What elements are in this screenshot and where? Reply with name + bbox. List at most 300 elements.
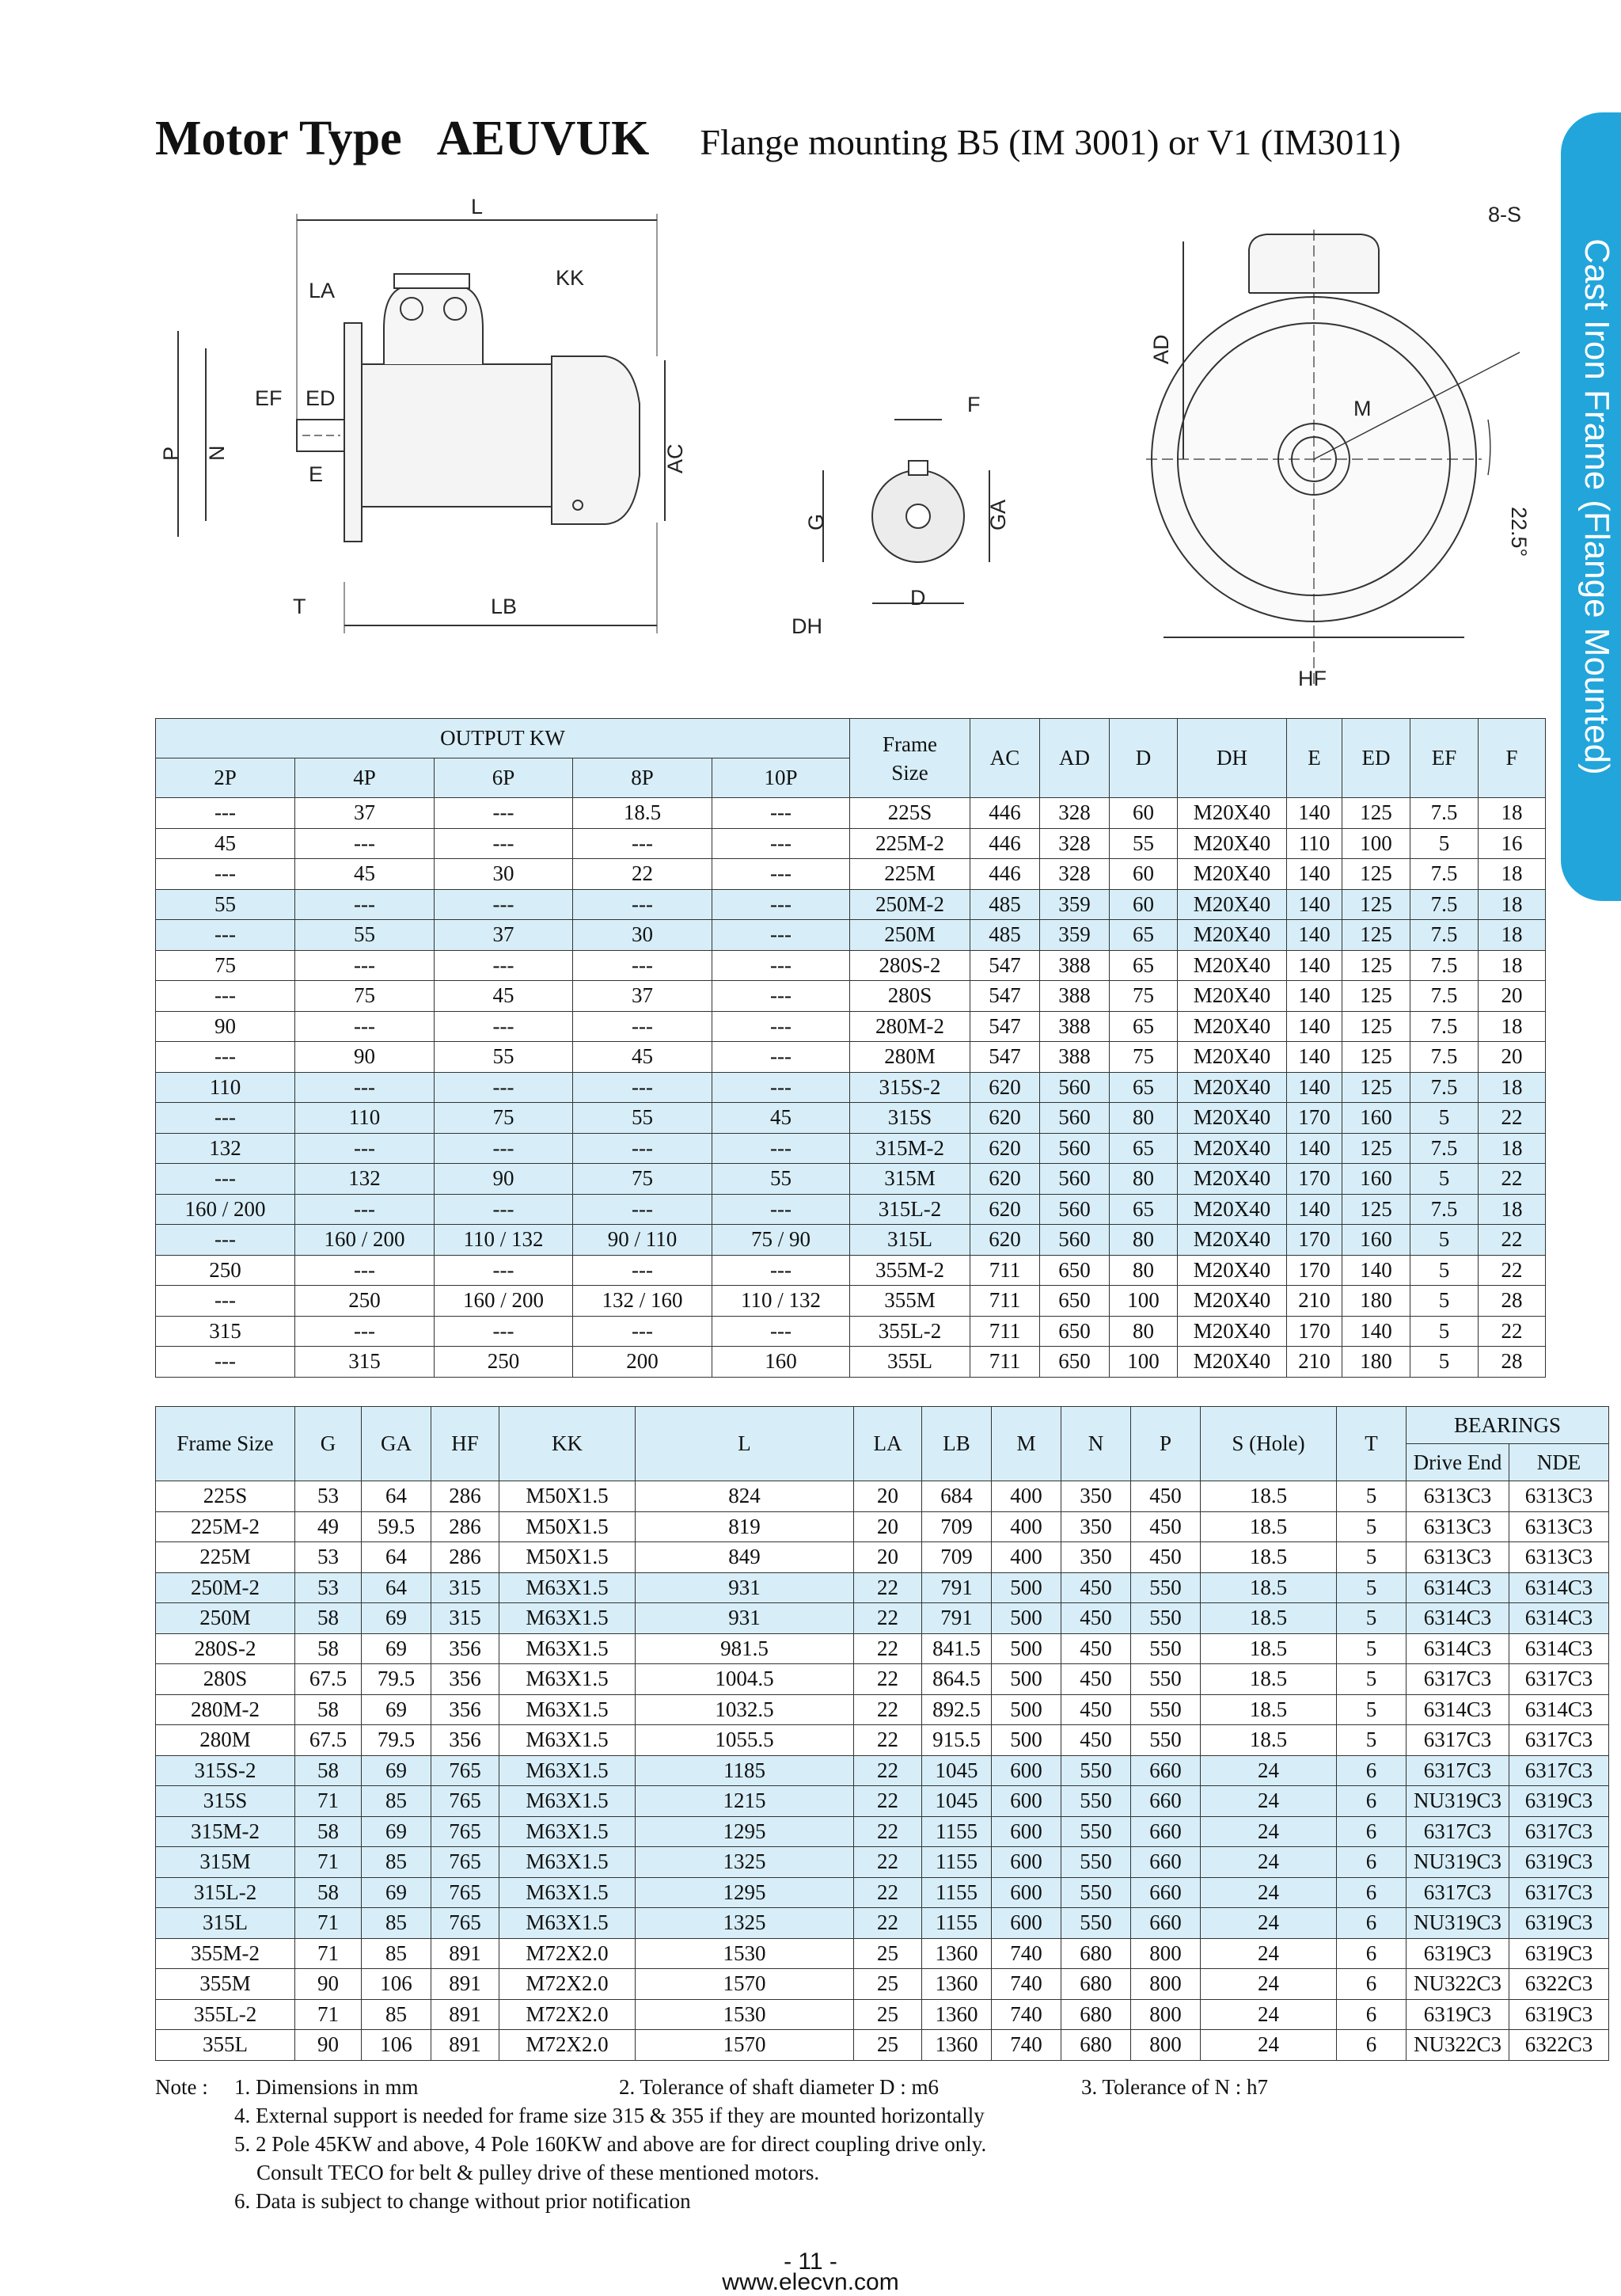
table-cell: 849 <box>636 1542 854 1573</box>
table-cell: 981.5 <box>636 1633 854 1664</box>
table-cell: 24 <box>1201 1908 1337 1939</box>
note-5-continued: Consult TECO for belt & pulley drive of these mentioned motors. <box>256 2161 820 2184</box>
table-cell: 1325 <box>636 1847 854 1878</box>
col-header-2p: 2P <box>156 758 295 798</box>
table-cell: M20X40 <box>1178 828 1287 859</box>
table-cell: M20X40 <box>1178 1286 1287 1317</box>
table-cell: 500 <box>992 1694 1061 1725</box>
table-cell: 45 <box>295 859 435 890</box>
col-header-ef: EF <box>1410 719 1479 798</box>
note-4: 4. External support is needed for frame size 315 & 355 if they are mounted horizontally <box>234 2104 985 2127</box>
table-cell: 1045 <box>922 1786 992 1817</box>
output-table-row <box>156 1011 1546 1042</box>
table-cell: --- <box>712 1133 850 1164</box>
table-cell: 250M-2 <box>156 1572 295 1603</box>
table-cell: 450 <box>1061 1664 1131 1695</box>
table-cell: 90 <box>295 1969 362 2000</box>
table-cell: 600 <box>992 1816 1061 1847</box>
table-cell: 388 <box>1040 1011 1110 1042</box>
table-cell: 709 <box>922 1511 992 1542</box>
table-cell: 7.5 <box>1410 1133 1479 1164</box>
table-cell: --- <box>573 1316 712 1347</box>
table-cell: 22 <box>1479 1255 1546 1286</box>
table-cell: 315 <box>156 1316 295 1347</box>
website-url: www.elecvn.com <box>722 2269 899 2295</box>
dimension-label: G <box>804 513 828 530</box>
dimension-label: E <box>309 462 324 486</box>
table-cell: 65 <box>1110 1011 1178 1042</box>
table-cell: 30 <box>435 859 573 890</box>
mounting-table-row <box>156 1847 1609 1878</box>
table-cell: 446 <box>970 859 1040 890</box>
table-cell: 1215 <box>636 1786 854 1817</box>
table-cell: --- <box>156 1042 295 1073</box>
table-cell: 6317C3 <box>1509 1664 1609 1695</box>
table-cell: 80 <box>1110 1316 1178 1347</box>
table-cell: 210 <box>1287 1286 1342 1317</box>
table-cell: 7.5 <box>1410 798 1479 829</box>
table-cell: M50X1.5 <box>499 1542 636 1573</box>
note-3: 3. Tolerance of N : h7 <box>1081 2075 1269 2099</box>
table-cell: 69 <box>362 1694 431 1725</box>
table-cell: 6317C3 <box>1407 1877 1509 1908</box>
table-cell: 600 <box>992 1755 1061 1786</box>
table-cell: 450 <box>1061 1633 1131 1664</box>
table-cell: 680 <box>1061 2030 1131 2061</box>
table-cell: 22 <box>854 1877 922 1908</box>
table-cell: 6 <box>1337 1755 1407 1786</box>
table-cell: 350 <box>1061 1511 1131 1542</box>
table-cell: M20X40 <box>1178 889 1287 920</box>
table-cell: --- <box>295 889 435 920</box>
table-cell: 250 <box>156 1255 295 1286</box>
table-cell: 650 <box>1040 1347 1110 1378</box>
output-table-row <box>156 981 1546 1012</box>
table-cell: 5 <box>1337 1572 1407 1603</box>
table-cell: M20X40 <box>1178 1255 1287 1286</box>
table-cell: 650 <box>1040 1255 1110 1286</box>
table-cell: 69 <box>362 1877 431 1908</box>
output-table-row <box>156 859 1546 890</box>
table-cell: 315L <box>850 1225 970 1256</box>
table-cell: 45 <box>573 1042 712 1073</box>
mounting-table-row <box>156 2030 1609 2061</box>
table-cell: 550 <box>1131 1603 1201 1634</box>
table-cell: 65 <box>1110 1133 1178 1164</box>
table-cell: 22 <box>854 1816 922 1847</box>
table-cell: 450 <box>1061 1694 1131 1725</box>
table-cell: 765 <box>431 1847 499 1878</box>
table-cell: 6 <box>1337 1786 1407 1817</box>
table-cell: 22 <box>1479 1164 1546 1195</box>
table-cell: 6 <box>1337 1938 1407 1969</box>
output-table-row <box>156 920 1546 951</box>
page-number: - 11 - <box>784 2248 837 2275</box>
table-cell: 650 <box>1040 1286 1110 1317</box>
dimension-label: EF <box>255 386 283 410</box>
table-cell: 18.5 <box>1201 1572 1337 1603</box>
table-cell: 22 <box>854 1633 922 1664</box>
table-cell: --- <box>435 1133 573 1164</box>
dimension-label: 22.5° <box>1507 507 1531 557</box>
note-1: 1. Dimensions in mm <box>234 2075 419 2099</box>
table-cell: 6313C3 <box>1407 1542 1509 1573</box>
col-header-ga: GA <box>362 1407 431 1481</box>
table-cell: 37 <box>435 920 573 951</box>
dimension-label: HF <box>1298 667 1327 690</box>
table-cell: --- <box>156 859 295 890</box>
table-cell: 450 <box>1061 1603 1131 1634</box>
col-header-ac: AC <box>970 719 1040 798</box>
table-cell: 600 <box>992 1908 1061 1939</box>
table-cell: 125 <box>1342 859 1410 890</box>
table-cell: 58 <box>295 1694 362 1725</box>
table-cell: 75 <box>1110 981 1178 1012</box>
table-cell: 711 <box>970 1286 1040 1317</box>
table-cell: 100 <box>1110 1347 1178 1378</box>
table-cell: 125 <box>1342 1194 1410 1225</box>
table-cell: 18 <box>1479 1194 1546 1225</box>
table-cell: 90 <box>295 2030 362 2061</box>
table-cell: 550 <box>1061 1755 1131 1786</box>
table-cell: 1155 <box>922 1908 992 1939</box>
table-cell: 18 <box>1479 1011 1546 1042</box>
table-cell: 547 <box>970 1011 1040 1042</box>
col-header-la: LA <box>854 1407 922 1481</box>
table-cell: 24 <box>1201 1999 1337 2030</box>
table-cell: --- <box>712 889 850 920</box>
table-cell: 740 <box>992 1999 1061 2030</box>
table-cell: 5 <box>1410 1347 1479 1378</box>
mounting-table-row <box>156 1969 1609 2000</box>
table-cell: 71 <box>295 1999 362 2030</box>
table-cell: 160 <box>1342 1103 1410 1134</box>
table-cell: 22 <box>1479 1103 1546 1134</box>
table-cell: 160 <box>1342 1225 1410 1256</box>
table-cell: 800 <box>1131 1999 1201 2030</box>
table-cell: 20 <box>854 1511 922 1542</box>
table-cell: 250 <box>295 1286 435 1317</box>
table-cell: 24 <box>1201 1755 1337 1786</box>
table-cell: 6317C3 <box>1509 1755 1609 1786</box>
table-cell: 125 <box>1342 1133 1410 1164</box>
mounting-table-row <box>156 1877 1609 1908</box>
table-cell: 55 <box>1110 828 1178 859</box>
table-cell: 6317C3 <box>1407 1755 1509 1786</box>
table-cell: 6322C3 <box>1509 1969 1609 2000</box>
table-cell: 6317C3 <box>1407 1725 1509 1756</box>
table-cell: 350 <box>1061 1542 1131 1573</box>
table-cell: 75 / 90 <box>712 1225 850 1256</box>
table-cell: 6314C3 <box>1509 1694 1609 1725</box>
table-cell: 65 <box>1110 950 1178 981</box>
table-cell: 600 <box>992 1786 1061 1817</box>
table-cell: 7.5 <box>1410 920 1479 951</box>
dimension-label: M <box>1353 397 1372 420</box>
table-cell: 125 <box>1342 920 1410 951</box>
table-cell: --- <box>295 1011 435 1042</box>
table-cell: 37 <box>573 981 712 1012</box>
table-cell: M20X40 <box>1178 1225 1287 1256</box>
table-cell: 6 <box>1337 1969 1407 2000</box>
table-cell: 620 <box>970 1133 1040 1164</box>
output-table-row <box>156 1347 1546 1378</box>
table-cell: 1530 <box>636 1999 854 2030</box>
table-cell: 110 <box>1287 828 1342 859</box>
table-cell: 140 <box>1342 1316 1410 1347</box>
col-header-s-hole: S (Hole) <box>1201 1407 1337 1481</box>
col-header-nde: NDE <box>1509 1444 1609 1481</box>
table-cell: 680 <box>1061 1969 1131 2000</box>
table-cell: 891 <box>431 1938 499 1969</box>
table-cell: 6313C3 <box>1509 1481 1609 1512</box>
table-cell: 6319C3 <box>1407 1938 1509 1969</box>
table-cell: M63X1.5 <box>499 1603 636 1634</box>
table-cell: 85 <box>362 1786 431 1817</box>
col-header-f: F <box>1479 719 1546 798</box>
table-cell: 547 <box>970 981 1040 1012</box>
table-cell: M50X1.5 <box>499 1511 636 1542</box>
table-cell: 1055.5 <box>636 1725 854 1756</box>
table-cell: 58 <box>295 1755 362 1786</box>
table-cell: 69 <box>362 1755 431 1786</box>
table-cell: 22 <box>854 1572 922 1603</box>
table-cell: 6314C3 <box>1509 1603 1609 1634</box>
table-cell: 6314C3 <box>1407 1633 1509 1664</box>
table-cell: 500 <box>992 1664 1061 1695</box>
table-cell: 6319C3 <box>1407 1999 1509 2030</box>
table-cell: 22 <box>854 1603 922 1634</box>
mounting-table-row <box>156 1725 1609 1756</box>
table-cell: 20 <box>1479 1042 1546 1073</box>
table-cell: 90 <box>435 1164 573 1195</box>
table-cell: M20X40 <box>1178 1316 1287 1347</box>
table-cell: 560 <box>1040 1194 1110 1225</box>
table-cell: 67.5 <box>295 1725 362 1756</box>
col-header-drive-end: Drive End <box>1407 1444 1509 1481</box>
table-cell: 110 / 132 <box>712 1286 850 1317</box>
table-cell: 550 <box>1061 1908 1131 1939</box>
table-cell: 286 <box>431 1481 499 1512</box>
table-cell: 6313C3 <box>1407 1511 1509 1542</box>
table-cell: 800 <box>1131 2030 1201 2061</box>
table-cell: 24 <box>1201 1969 1337 2000</box>
table-cell: 140 <box>1342 1255 1410 1286</box>
table-cell: 315M <box>156 1847 295 1878</box>
table-cell: 80 <box>1110 1225 1178 1256</box>
table-cell: 740 <box>992 1969 1061 2000</box>
table-cell: 359 <box>1040 920 1110 951</box>
table-cell: 359 <box>1040 889 1110 920</box>
table-cell: M20X40 <box>1178 1103 1287 1134</box>
table-cell: M20X40 <box>1178 920 1287 951</box>
table-cell: 90 <box>156 1011 295 1042</box>
table-cell: 22 <box>854 1786 922 1817</box>
table-cell: 6 <box>1337 1816 1407 1847</box>
table-cell: 5 <box>1410 1316 1479 1347</box>
table-cell: 7.5 <box>1410 889 1479 920</box>
table-cell: 355L <box>850 1347 970 1378</box>
table-cell: M20X40 <box>1178 1347 1287 1378</box>
table-cell: 45 <box>712 1103 850 1134</box>
table-cell: 560 <box>1040 1164 1110 1195</box>
table-cell: 160 / 200 <box>435 1286 573 1317</box>
table-cell: 6314C3 <box>1509 1633 1609 1664</box>
table-cell: 69 <box>362 1633 431 1664</box>
mounting-table-row <box>156 1664 1609 1695</box>
table-cell: 650 <box>1040 1316 1110 1347</box>
table-cell: 90 <box>295 1042 435 1073</box>
table-cell: 6 <box>1337 1908 1407 1939</box>
table-cell: --- <box>435 798 573 829</box>
output-table-row <box>156 1255 1546 1286</box>
table-cell: M20X40 <box>1178 1011 1287 1042</box>
mounting-table-row <box>156 1603 1609 1634</box>
output-table-row <box>156 1164 1546 1195</box>
table-cell: --- <box>156 1347 295 1378</box>
table-cell: 400 <box>992 1481 1061 1512</box>
table-cell: 18 <box>1479 1133 1546 1164</box>
table-cell: --- <box>156 1286 295 1317</box>
table-cell: 1360 <box>922 1938 992 1969</box>
table-cell: --- <box>712 1255 850 1286</box>
table-cell: 225M-2 <box>850 828 970 859</box>
table-cell: 64 <box>362 1572 431 1603</box>
col-header-hf: HF <box>431 1407 499 1481</box>
table-cell: --- <box>712 920 850 951</box>
table-cell: M72X2.0 <box>499 2030 636 2061</box>
table-cell: 22 <box>854 1694 922 1725</box>
dimension-label: T <box>293 595 306 618</box>
table-cell: 931 <box>636 1603 854 1634</box>
dimension-drawings <box>150 182 1559 705</box>
table-cell: --- <box>712 859 850 890</box>
table-cell: 85 <box>362 1847 431 1878</box>
mounting-bearing-table <box>155 1406 1609 2061</box>
table-cell: 18.5 <box>1201 1603 1337 1634</box>
table-cell: 22 <box>854 1908 922 1939</box>
output-dimension-table <box>155 718 1546 1378</box>
dimension-label: GA <box>986 499 1010 530</box>
table-cell: 6317C3 <box>1407 1816 1509 1847</box>
table-cell: 24 <box>1201 1938 1337 1969</box>
table-cell: 450 <box>1131 1542 1201 1573</box>
table-cell: 53 <box>295 1572 362 1603</box>
table-cell: 660 <box>1131 1755 1201 1786</box>
table-cell: 55 <box>435 1042 573 1073</box>
table-cell: 71 <box>295 1938 362 1969</box>
table-cell: --- <box>156 798 295 829</box>
table-cell: 28 <box>1479 1286 1546 1317</box>
table-cell: 7.5 <box>1410 1072 1479 1103</box>
table-cell: 400 <box>992 1542 1061 1573</box>
col-header-p: P <box>1131 1407 1201 1481</box>
table-cell: NU319C3 <box>1407 1847 1509 1878</box>
table-cell: 709 <box>922 1542 992 1573</box>
table-cell: 500 <box>992 1633 1061 1664</box>
table-cell: 6322C3 <box>1509 2030 1609 2061</box>
table-cell: 125 <box>1342 1011 1410 1042</box>
table-cell: 550 <box>1061 1847 1131 1878</box>
table-cell: 350 <box>1061 1481 1131 1512</box>
table-cell: 45 <box>435 981 573 1012</box>
table-cell: 225M-2 <box>156 1511 295 1542</box>
table-cell: 7.5 <box>1410 1011 1479 1042</box>
table-cell: 22 <box>854 1725 922 1756</box>
table-cell: --- <box>295 828 435 859</box>
note-6: 6. Data is subject to change without prior notification <box>234 2189 691 2213</box>
dimension-label: KK <box>556 266 585 290</box>
table-cell: M20X40 <box>1178 1133 1287 1164</box>
table-cell: 24 <box>1201 1786 1337 1817</box>
table-cell: 6317C3 <box>1509 1816 1609 1847</box>
table-cell: 69 <box>362 1816 431 1847</box>
table-cell: 71 <box>295 1847 362 1878</box>
table-cell: 18 <box>1479 859 1546 890</box>
table-cell: 280S <box>156 1664 295 1695</box>
output-table-row <box>156 1133 1546 1164</box>
table-cell: 791 <box>922 1603 992 1634</box>
mounting-table-row <box>156 1633 1609 1664</box>
table-cell: 620 <box>970 1194 1040 1225</box>
table-cell: 280S <box>850 981 970 1012</box>
table-cell: 550 <box>1131 1664 1201 1695</box>
table-cell: 79.5 <box>362 1664 431 1695</box>
table-cell: 5 <box>1410 1103 1479 1134</box>
table-cell: M63X1.5 <box>499 1755 636 1786</box>
table-cell: 356 <box>431 1664 499 1695</box>
table-cell: 125 <box>1342 950 1410 981</box>
table-cell: 5 <box>1410 1225 1479 1256</box>
table-cell: 140 <box>1287 1194 1342 1225</box>
table-cell: 660 <box>1131 1877 1201 1908</box>
table-cell: 6319C3 <box>1509 1938 1609 1969</box>
table-cell: 6317C3 <box>1509 1877 1609 1908</box>
table-cell: 1045 <box>922 1755 992 1786</box>
table-cell: NU322C3 <box>1407 2030 1509 2061</box>
col-header-8p: 8P <box>573 758 712 798</box>
mounting-table-row <box>156 1694 1609 1725</box>
table-cell: 20 <box>1479 981 1546 1012</box>
table-cell: 355M <box>850 1286 970 1317</box>
table-cell: 1155 <box>922 1816 992 1847</box>
table-cell: 22 <box>1479 1316 1546 1347</box>
table-cell: 60 <box>1110 889 1178 920</box>
table-cell: 819 <box>636 1511 854 1542</box>
table-cell: 450 <box>1131 1511 1201 1542</box>
table-cell: --- <box>295 950 435 981</box>
output-kw-header: OUTPUT KW <box>156 719 850 758</box>
table-cell: 5 <box>1337 1664 1407 1695</box>
table-cell: 20 <box>854 1542 922 1573</box>
table-cell: 16 <box>1479 828 1546 859</box>
col-header-dh: DH <box>1178 719 1287 798</box>
output-table-row <box>156 1316 1546 1347</box>
table-cell: 1530 <box>636 1938 854 1969</box>
table-cell: 388 <box>1040 950 1110 981</box>
table-cell: 5 <box>1410 828 1479 859</box>
table-cell: 620 <box>970 1103 1040 1134</box>
table-cell: 765 <box>431 1786 499 1817</box>
table-cell: 7.5 <box>1410 981 1479 1012</box>
table-cell: NU319C3 <box>1407 1786 1509 1817</box>
table-cell: 100 <box>1110 1286 1178 1317</box>
table-cell: 7.5 <box>1410 1194 1479 1225</box>
mounting-table-row <box>156 1511 1609 1542</box>
table-cell: 280M <box>156 1725 295 1756</box>
table-cell: 58 <box>295 1816 362 1847</box>
table-cell: --- <box>573 1072 712 1103</box>
